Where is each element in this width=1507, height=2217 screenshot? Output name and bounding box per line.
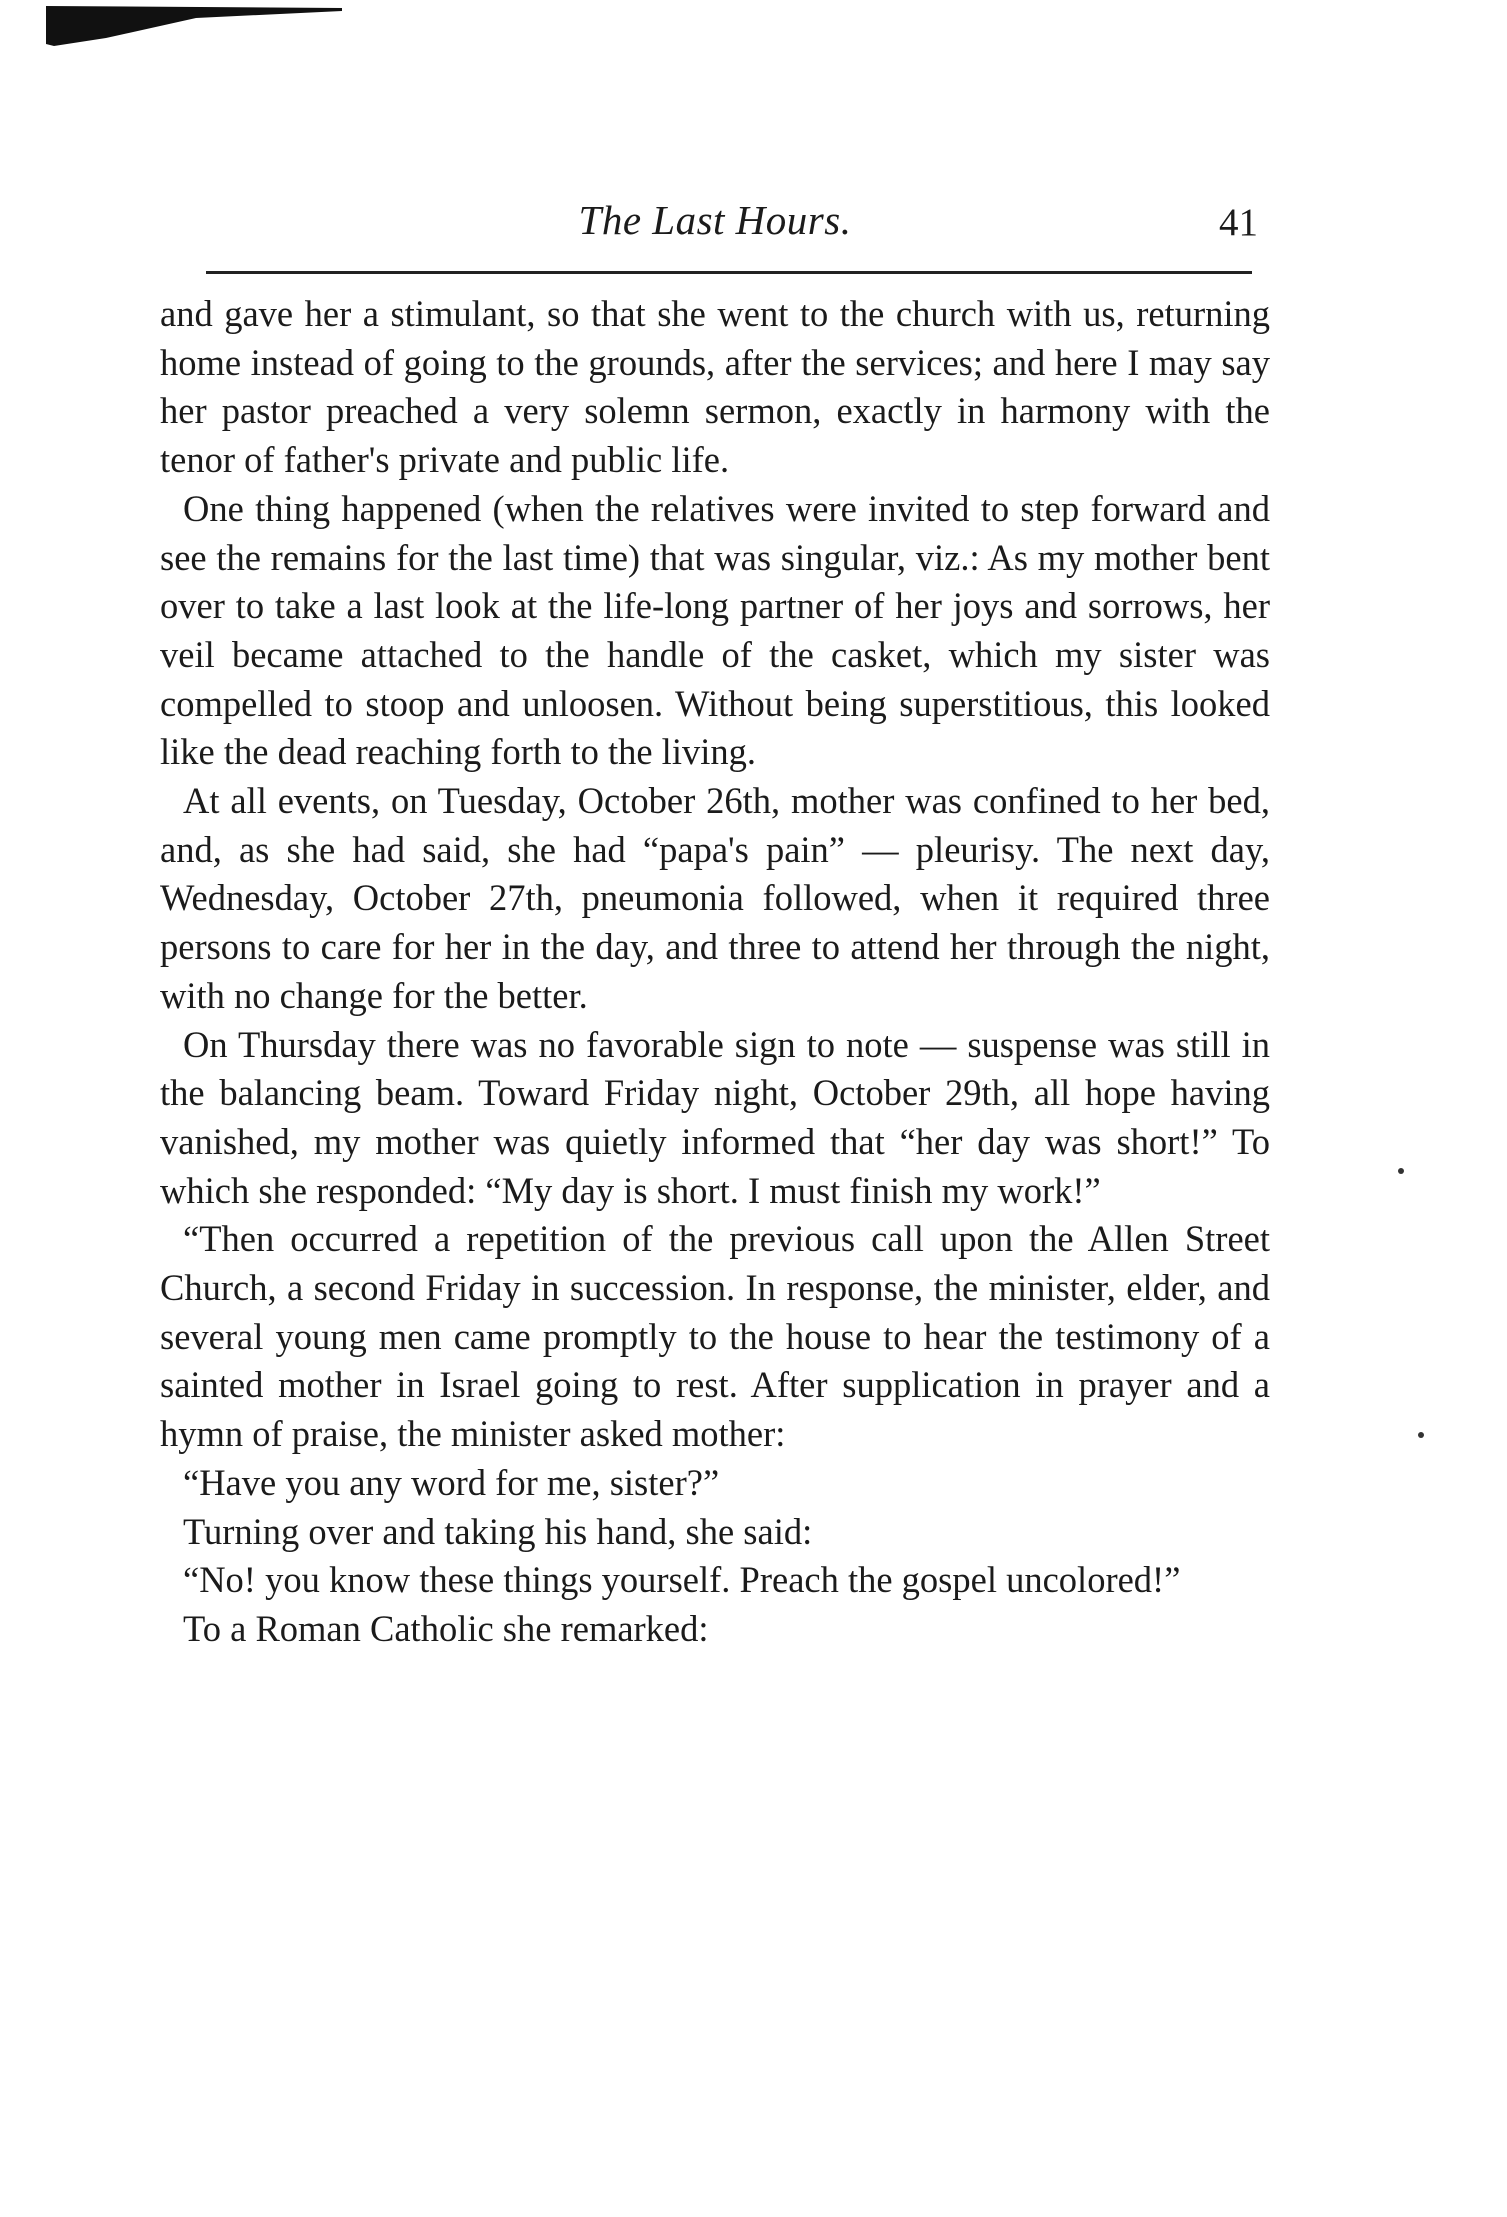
header-rule bbox=[206, 271, 1252, 274]
page-header bbox=[160, 196, 1270, 256]
page-number: 41 bbox=[1219, 201, 1258, 244]
paragraph: On Thursday there was no favorable sign to note — suspense was still in the balancing beam. Toward Friday night, October 29th, all hope having vanished, my mother was quietly informed that “her day was short!” To which she responded: “My day is short. I must finish my work!” bbox=[160, 1023, 1270, 1211]
paragraph: To a Roman Catholic she remarked: bbox=[183, 1607, 709, 1649]
paragraph-continuation: and gave her a stimulant, so that she went to the church with us, returning home instead of going to the grounds, after the services; and here I may say her pastor preached a very solemn sermon, exactly in harmony with the tenor of father's private and public life. bbox=[160, 293, 1270, 481]
body-text bbox=[160, 290, 1270, 1654]
paragraph: “Then occurred a repetition of the previous call upon the Allen Street Church, a second Friday in succession. In response, the minister, elder, and several young men came promptly to the house to hear the testimony of a sainted mother in Israel going to rest. After supplication in prayer and a hymn of praise, the minister asked mother: bbox=[160, 1218, 1270, 1455]
stray-mark bbox=[1418, 1432, 1424, 1438]
quoted-line: “No! you know these things yourself. Preach the gospel uncolored!” bbox=[183, 1559, 1181, 1601]
running-title: The Last Hours. bbox=[578, 197, 852, 243]
paragraph: At all events, on Tuesday, October 26th, mother was confined to her bed, and, as she had said, she had “papa's pain” — pleurisy. The next day, Wednesday, October 27th, pneumonia followed, when it required three persons to care for her in the day, and three to attend her through the night, with no change for the better. bbox=[160, 780, 1270, 1016]
stray-mark bbox=[1398, 1168, 1404, 1174]
paragraph: One thing happened (when the relatives were invited to step forward and see the remains for the last time) that was singular, viz.: As my mother bent over to take a last look at the life-long partner of her joys and sorrows, her veil became attached to the handle of the casket, which my sister was compelled to stoop and unloosen. Without being superstitious, this looked like the dead reaching forth to the living. bbox=[160, 487, 1270, 773]
quoted-line: “Have you any word for me, sister?” bbox=[183, 1461, 720, 1503]
paragraph: Turning over and taking his hand, she said: bbox=[183, 1510, 813, 1552]
printer-smudge-mark bbox=[46, 4, 342, 48]
